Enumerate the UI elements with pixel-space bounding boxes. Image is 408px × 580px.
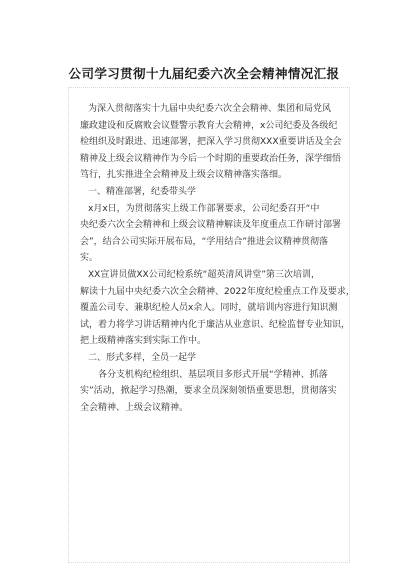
document-body — [80, 101, 358, 416]
text-line: x月x日，为贯彻落实上级工作部署要求，公司纪委召开“中 — [88, 203, 320, 214]
text-line: 把上级精神落实到实际工作中。 — [80, 336, 207, 347]
text-line: 笃行，扎实推进全会精神及上级会议精神落实落细。 — [80, 170, 288, 181]
text-line: 检组织及时跟进、迅速部署，把深入学习贯彻XXX重要讲话及全会 — [80, 137, 342, 148]
text-line: 一、精准部署，纪委带头学 — [88, 186, 197, 197]
text-line: 实”活动，掀起学习热潮，要求全员深刻领悟重要思想，贯彻落实 — [80, 386, 337, 397]
text-line: 覆盖公司专、兼职纪检人员x余人。同时，就培训内容进行知识测 — [80, 303, 338, 314]
text-line: 全会精神、上级会议精神。 — [80, 402, 189, 413]
text-line: 试，着力将学习讲话精神内化于廉洁从业意识、纪检监督专业知识， — [80, 319, 351, 330]
text-line: 二、形式多样，全员一起学 — [88, 352, 197, 363]
text-line: 各分支机构纪检组织、基层项目多形式开展“学精神、抓落 — [98, 369, 328, 380]
paragraph — [80, 367, 358, 417]
paragraph — [80, 201, 358, 267]
paragraph — [80, 267, 358, 350]
section-heading — [80, 184, 358, 201]
text-line: 精神及上级会议精神作为今后一个时期的重要政治任务，深学细悟 — [80, 153, 342, 164]
text-line: 实。 — [80, 253, 99, 264]
text-line: 廉政建设和反腐败会议暨警示教育大会精神，x公司纪委及各级纪 — [80, 120, 338, 131]
section-heading — [80, 350, 358, 367]
text-line: 央纪委六次全会精神和上级会议精神解读及年度重点工作研讨部署 — [80, 220, 342, 231]
text-line: 会”，结合公司实际开展布局，“学用结合”推进会议精神贯彻落 — [80, 236, 328, 247]
text-line: 解读十九届中央纪委六次全会精神、2022年度纪检重点工作及要求， — [80, 286, 355, 297]
text-line: XX宣讲员做XX公司纪检系统“超英清风讲堂”第三次培训， — [88, 269, 320, 280]
document-title: 公司学习贯彻十九届纪委六次全会精神情况汇报 — [68, 66, 340, 81]
text-line: 为深入贯彻落实十九届中央纪委六次全会精神、集团和局党风 — [88, 104, 332, 114]
paragraph — [80, 101, 358, 184]
